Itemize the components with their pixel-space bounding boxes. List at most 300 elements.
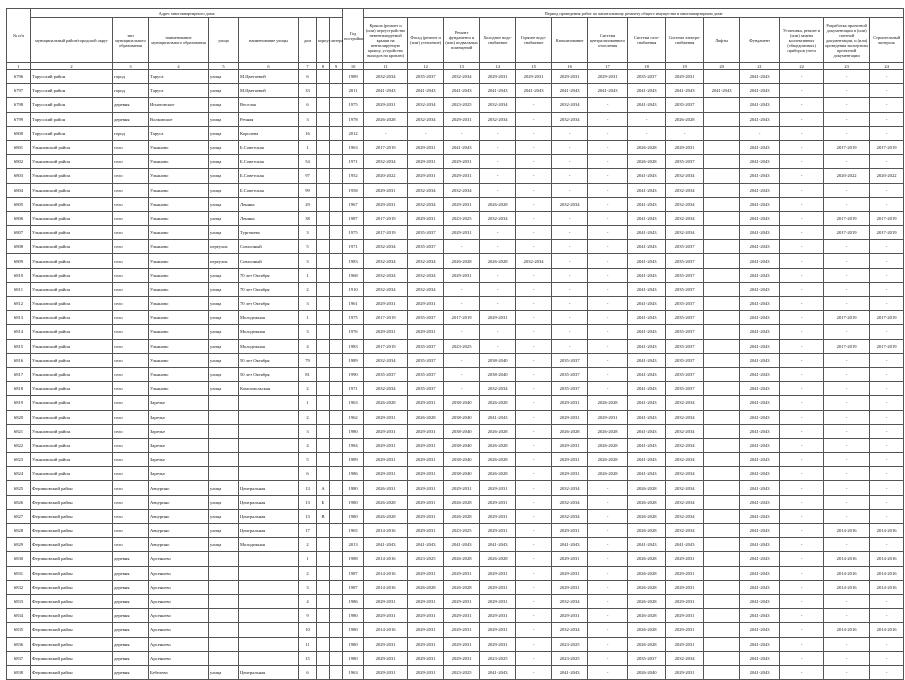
table-cell: 2029-2031 bbox=[364, 197, 408, 211]
table-cell: 2029-2031 bbox=[408, 665, 444, 679]
table-cell bbox=[209, 623, 239, 637]
table-cell: Заречье bbox=[149, 396, 209, 410]
table-cell: 2029-2031 bbox=[666, 552, 704, 566]
table-cell: село bbox=[113, 509, 149, 523]
table-cell: 6812 bbox=[7, 297, 31, 311]
header-foundation: Ремонт фундамента и (или) подвальных помещений bbox=[444, 18, 480, 63]
table-cell: 2035-2037 bbox=[666, 254, 704, 268]
table-cell: 2014-2016 bbox=[870, 552, 904, 566]
table-cell: - bbox=[588, 481, 628, 495]
table-cell: 2026-2028 bbox=[444, 580, 480, 594]
table-cell: - bbox=[516, 509, 552, 523]
table-cell bbox=[330, 552, 343, 566]
table-cell: 2041-2043 bbox=[740, 509, 780, 523]
header-elevators: Лифты bbox=[704, 18, 740, 63]
table-cell: 2032-2034 bbox=[666, 524, 704, 538]
table-cell bbox=[704, 155, 740, 169]
table-cell: - bbox=[870, 353, 904, 367]
table-cell: 2017-2019 bbox=[364, 140, 408, 154]
header-district: муниципальный район/городской округ bbox=[31, 18, 113, 63]
table-cell: - bbox=[552, 169, 588, 183]
table-cell bbox=[330, 495, 343, 509]
table-cell bbox=[317, 211, 330, 225]
table-cell: 2029-2031 bbox=[480, 566, 516, 580]
table-cell: - bbox=[588, 197, 628, 211]
table-cell: - bbox=[780, 438, 824, 452]
table-cell: - bbox=[516, 424, 552, 438]
table-cell: 2035-2037 bbox=[408, 226, 444, 240]
table-cell: - bbox=[552, 211, 588, 225]
table-cell: 1963 bbox=[343, 665, 364, 679]
table-cell: 2029-2031 bbox=[588, 410, 628, 424]
table-cell: 2035-2037 bbox=[552, 353, 588, 367]
header-house: дом bbox=[299, 18, 317, 63]
table-cell: 13 bbox=[299, 509, 317, 523]
table-cell: 2023-2025 bbox=[408, 552, 444, 566]
table-cell: А bbox=[317, 481, 330, 495]
table-cell bbox=[317, 169, 330, 183]
table-cell: 1976 bbox=[343, 325, 364, 339]
table-cell: - bbox=[824, 240, 870, 254]
table-cell bbox=[704, 609, 740, 623]
table-cell bbox=[317, 226, 330, 240]
table-cell: 2041-2043 bbox=[628, 453, 666, 467]
table-cell: 15 bbox=[299, 651, 317, 665]
table-cell: 1952 bbox=[343, 169, 364, 183]
table-cell: М.Цветаевой bbox=[239, 84, 299, 98]
table-cell bbox=[317, 367, 330, 381]
table-cell: улица bbox=[209, 495, 239, 509]
table-cell: 2041-2043 bbox=[740, 140, 780, 154]
table-cell: 1971 bbox=[343, 240, 364, 254]
table-cell: Ульяновский район bbox=[31, 169, 113, 183]
table-cell: улица bbox=[209, 665, 239, 679]
table-cell: - bbox=[444, 126, 480, 140]
table-cell bbox=[209, 424, 239, 438]
table-cell bbox=[704, 268, 740, 282]
table-cell: 2026-2031 bbox=[364, 481, 408, 495]
table-cell: 2035-2037 bbox=[666, 339, 704, 353]
table-cell: улица bbox=[209, 84, 239, 98]
table-cell: Ульяновский район bbox=[31, 197, 113, 211]
table-cell bbox=[330, 566, 343, 580]
table-cell bbox=[317, 325, 330, 339]
table-cell bbox=[317, 70, 330, 84]
table-cell: - bbox=[780, 623, 824, 637]
table-cell: 2032-2034 bbox=[480, 112, 516, 126]
table-cell: 2029-2031 bbox=[408, 438, 444, 452]
table-cell: 2029-2031 bbox=[408, 651, 444, 665]
table-cell: 2017-2019 bbox=[870, 226, 904, 240]
table-cell: 2041-2043 bbox=[628, 282, 666, 296]
table-cell: Королева bbox=[239, 126, 299, 140]
table-cell: 2041-2043 bbox=[444, 538, 480, 552]
table-cell: Молодежная bbox=[239, 325, 299, 339]
table-cell bbox=[317, 197, 330, 211]
table-cell: 2029-2031 bbox=[666, 566, 704, 580]
table-cell: 6838 bbox=[7, 665, 31, 679]
table-cell: село bbox=[113, 396, 149, 410]
table-cell: - bbox=[870, 438, 904, 452]
table-cell: село bbox=[113, 211, 149, 225]
table-cell bbox=[704, 424, 740, 438]
table-cell bbox=[330, 609, 343, 623]
table-cell: 2026-2028 bbox=[588, 396, 628, 410]
table-cell: - bbox=[516, 396, 552, 410]
table-cell: 2029-2031 bbox=[364, 183, 408, 197]
table-cell: - bbox=[780, 410, 824, 424]
table-cell: 2026-2028 bbox=[588, 453, 628, 467]
table-cell: 2032-2034 bbox=[552, 197, 588, 211]
table-cell: 2038-2040 bbox=[444, 396, 480, 410]
table-cell: улица bbox=[209, 481, 239, 495]
table-cell: 2023-2025 bbox=[444, 211, 480, 225]
table-cell bbox=[704, 509, 740, 523]
table-cell: 2029-2031 bbox=[408, 509, 444, 523]
table-cell: - bbox=[588, 637, 628, 651]
table-cell: 2029-2031 bbox=[364, 665, 408, 679]
table-cell: 6814 bbox=[7, 325, 31, 339]
table-cell: Ульяново bbox=[149, 339, 209, 353]
table-cell: 1971 bbox=[343, 382, 364, 396]
table-cell bbox=[317, 268, 330, 282]
table-cell: 2041-2043 bbox=[628, 197, 666, 211]
table-cell: 1975 bbox=[343, 98, 364, 112]
table-cell: 2041-2043 bbox=[628, 297, 666, 311]
table-cell: Арсеньево bbox=[149, 566, 209, 580]
table-cell bbox=[704, 552, 740, 566]
table-cell: село bbox=[113, 367, 149, 381]
table-cell: - bbox=[480, 126, 516, 140]
header-electric: Система электро-снабжения bbox=[666, 18, 704, 63]
table-cell: 79 bbox=[299, 353, 317, 367]
table-cell: - bbox=[870, 396, 904, 410]
table-cell: - bbox=[588, 325, 628, 339]
table-cell: 2041-2043 bbox=[480, 84, 516, 98]
table-cell: - bbox=[870, 70, 904, 84]
table-cell: 2032-2034 bbox=[666, 169, 704, 183]
table-cell: - bbox=[588, 126, 628, 140]
table-cell: 2014-2016 bbox=[364, 524, 408, 538]
table-cell: 2041-2043 bbox=[588, 84, 628, 98]
table-cell: 2017-2019 bbox=[824, 140, 870, 154]
table-cell: - bbox=[780, 112, 824, 126]
table-cell: - bbox=[824, 637, 870, 651]
table-cell: 2041-2043 bbox=[552, 84, 588, 98]
table-cell: - bbox=[444, 353, 480, 367]
table-cell: 2032-2034 bbox=[444, 183, 480, 197]
table-cell: деревня bbox=[113, 651, 149, 665]
table-cell: село bbox=[113, 297, 149, 311]
table-cell: - bbox=[552, 240, 588, 254]
table-cell: 2041-2043 bbox=[628, 240, 666, 254]
column-number: 18 bbox=[628, 63, 666, 70]
table-cell bbox=[330, 424, 343, 438]
table-cell: 2029-2031 bbox=[364, 637, 408, 651]
table-cell: - bbox=[516, 637, 552, 651]
header-period-group: Период проведения работ по капитальному ремонту общего имущества в многоквартирном доме bbox=[364, 9, 904, 18]
table-cell: 2041-2043 bbox=[740, 538, 780, 552]
table-cell: 2035-2037 bbox=[552, 367, 588, 381]
table-cell bbox=[317, 665, 330, 679]
table-cell: 2041-2043 bbox=[740, 651, 780, 665]
column-number: 14 bbox=[480, 63, 516, 70]
table-cell bbox=[317, 396, 330, 410]
table-cell: деревня bbox=[113, 637, 149, 651]
table-cell: 2041-2043 bbox=[628, 467, 666, 481]
table-cell bbox=[704, 197, 740, 211]
table-cell: 2014-2016 bbox=[870, 524, 904, 538]
table-cell: улица bbox=[209, 325, 239, 339]
table-cell bbox=[239, 623, 299, 637]
table-cell: - bbox=[408, 126, 444, 140]
table-cell: 2041-2043 bbox=[740, 552, 780, 566]
table-cell: Ленина bbox=[239, 197, 299, 211]
table-cell: - bbox=[870, 84, 904, 98]
table-cell bbox=[209, 396, 239, 410]
table-cell: 2035-2037 bbox=[666, 155, 704, 169]
table-cell: - bbox=[516, 155, 552, 169]
table-cell: деревня bbox=[113, 112, 149, 126]
table-cell bbox=[239, 410, 299, 424]
table-cell: 2026-2040 bbox=[628, 665, 666, 679]
table-cell: - bbox=[588, 353, 628, 367]
table-row bbox=[7, 637, 904, 651]
table-cell bbox=[330, 268, 343, 282]
table-cell: 6807 bbox=[7, 226, 31, 240]
table-cell: - bbox=[870, 254, 904, 268]
table-cell: - bbox=[588, 367, 628, 381]
table-cell: деревня bbox=[113, 594, 149, 608]
table-cell: 2032-2034 bbox=[552, 481, 588, 495]
table-row bbox=[7, 84, 904, 98]
table-cell: 2029-2031 bbox=[364, 410, 408, 424]
table-cell: - bbox=[444, 282, 480, 296]
table-row bbox=[7, 382, 904, 396]
table-cell: Тургенева bbox=[239, 226, 299, 240]
table-cell: 2026-2028 bbox=[628, 594, 666, 608]
table-cell bbox=[330, 197, 343, 211]
table-cell bbox=[317, 240, 330, 254]
table-cell: - bbox=[780, 353, 824, 367]
table-cell: - bbox=[870, 240, 904, 254]
table-cell: - bbox=[740, 126, 780, 140]
table-cell: 2041-2043 bbox=[740, 169, 780, 183]
table-cell: - bbox=[780, 297, 824, 311]
table-cell bbox=[330, 396, 343, 410]
table-cell: 2029-2031 bbox=[408, 424, 444, 438]
table-cell: 2029-2031 bbox=[480, 70, 516, 84]
table-cell: - bbox=[588, 268, 628, 282]
table-cell: 2029-2031 bbox=[480, 623, 516, 637]
table-cell: 2026-2028 bbox=[588, 424, 628, 438]
table-cell: 6 bbox=[299, 467, 317, 481]
table-cell: 2032-2034 bbox=[408, 254, 444, 268]
table-cell: - bbox=[824, 538, 870, 552]
table-row bbox=[7, 183, 904, 197]
table-cell: - bbox=[516, 467, 552, 481]
table-cell: 2023-2025 bbox=[444, 665, 480, 679]
table-row bbox=[7, 424, 904, 438]
table-row bbox=[7, 197, 904, 211]
table-cell bbox=[317, 155, 330, 169]
table-cell: 2032-2034 bbox=[666, 396, 704, 410]
table-cell: 2041-2043 bbox=[480, 538, 516, 552]
table-cell: 2026-2028 bbox=[628, 609, 666, 623]
table-cell bbox=[330, 126, 343, 140]
table-cell: 1987 bbox=[343, 566, 364, 580]
table-cell: 1983 bbox=[343, 339, 364, 353]
table-cell: 5 bbox=[299, 240, 317, 254]
table-cell: 2032-2034 bbox=[666, 509, 704, 523]
table-cell: 2026-2028 bbox=[364, 495, 408, 509]
table-row bbox=[7, 552, 904, 566]
table-cell: Ферзиковский район bbox=[31, 665, 113, 679]
table-cell: Ферзиковский район bbox=[31, 623, 113, 637]
table-cell bbox=[704, 651, 740, 665]
table-cell: - bbox=[480, 155, 516, 169]
header-project-doc: Разработка проектной документации в (или) сметной документации, и (или) проведения экспертизы проектной документации bbox=[824, 18, 870, 63]
table-cell bbox=[330, 211, 343, 225]
table-cell: 2013 bbox=[343, 538, 364, 552]
table-cell: 2041-2043 bbox=[480, 410, 516, 424]
table-cell: село bbox=[113, 424, 149, 438]
table-cell: 6826 bbox=[7, 495, 31, 509]
table-cell: 6819 bbox=[7, 396, 31, 410]
table-cell: 1 bbox=[299, 140, 317, 154]
table-cell: 1987 bbox=[343, 211, 364, 225]
table-cell: - bbox=[824, 424, 870, 438]
table-cell: 2041-2043 bbox=[628, 311, 666, 325]
table-cell: М.Цветаевой bbox=[239, 70, 299, 84]
table-cell: 2041-2043 bbox=[740, 367, 780, 381]
table-cell: 1963 bbox=[343, 140, 364, 154]
table-cell: - bbox=[870, 665, 904, 679]
table-cell: Авчурино bbox=[149, 509, 209, 523]
table-cell: Совхозный bbox=[239, 254, 299, 268]
table-cell: 2029-2031 bbox=[552, 410, 588, 424]
table-cell: 1975 bbox=[343, 311, 364, 325]
table-cell: - bbox=[588, 651, 628, 665]
table-cell: - bbox=[588, 339, 628, 353]
table-cell: 6837 bbox=[7, 651, 31, 665]
table-cell: город bbox=[113, 126, 149, 140]
table-cell bbox=[209, 438, 239, 452]
table-cell: село bbox=[113, 183, 149, 197]
table-cell: 6830 bbox=[7, 552, 31, 566]
table-cell: 2041-2043 bbox=[628, 396, 666, 410]
table-cell: Тарусский район bbox=[31, 112, 113, 126]
table-cell: - bbox=[588, 580, 628, 594]
table-cell: - bbox=[780, 240, 824, 254]
column-number: 2 bbox=[31, 63, 113, 70]
table-cell bbox=[239, 637, 299, 651]
table-cell: 54 bbox=[299, 155, 317, 169]
table-cell bbox=[330, 623, 343, 637]
table-cell: село bbox=[113, 240, 149, 254]
table-cell bbox=[330, 637, 343, 651]
table-cell: 2029-2031 bbox=[408, 623, 444, 637]
table-cell: 1988 bbox=[343, 552, 364, 566]
table-cell bbox=[239, 424, 299, 438]
table-cell: 3 bbox=[299, 580, 317, 594]
table-cell: 2041-2043 bbox=[740, 240, 780, 254]
table-cell: Ульяново bbox=[149, 226, 209, 240]
table-cell: 13 bbox=[299, 481, 317, 495]
table-cell: 1910 bbox=[343, 282, 364, 296]
table-cell: - bbox=[870, 112, 904, 126]
table-cell: 2032-2034 bbox=[364, 353, 408, 367]
table-cell bbox=[209, 651, 239, 665]
table-cell: 2029-2031 bbox=[444, 623, 480, 637]
table-cell bbox=[317, 297, 330, 311]
table-cell: 70 лет Октября bbox=[239, 297, 299, 311]
table-cell: 70 лет Октября bbox=[239, 282, 299, 296]
table-cell: 6798 bbox=[7, 98, 31, 112]
table-cell: - bbox=[588, 524, 628, 538]
table-row bbox=[7, 410, 904, 424]
table-cell: улица bbox=[209, 126, 239, 140]
table-cell: 2041-2043 bbox=[628, 211, 666, 225]
table-cell: 2041-2043 bbox=[480, 665, 516, 679]
table-cell: Ферзиковский район bbox=[31, 637, 113, 651]
table-cell: 2029-2031 bbox=[364, 453, 408, 467]
column-number: 23 bbox=[824, 63, 870, 70]
table-row bbox=[7, 509, 904, 523]
table-cell: 2029-2031 bbox=[480, 580, 516, 594]
table-cell: 5 bbox=[299, 453, 317, 467]
table-cell bbox=[330, 353, 343, 367]
table-cell: 2032-2034 bbox=[552, 495, 588, 509]
table-cell: 10 bbox=[299, 623, 317, 637]
table-cell: - bbox=[552, 339, 588, 353]
table-cell: 2023-2025 bbox=[480, 651, 516, 665]
table-cell: 6823 bbox=[7, 453, 31, 467]
table-cell: - bbox=[824, 353, 870, 367]
table-row bbox=[7, 524, 904, 538]
column-number: 15 bbox=[516, 63, 552, 70]
table-cell: - bbox=[870, 509, 904, 523]
table-cell: 2029-2031 bbox=[408, 609, 444, 623]
table-cell bbox=[209, 467, 239, 481]
table-cell: - bbox=[824, 126, 870, 140]
table-cell: 2041-2043 bbox=[740, 211, 780, 225]
table-cell: 2041-2043 bbox=[628, 226, 666, 240]
table-cell: - bbox=[516, 240, 552, 254]
table-cell: 2035-2037 bbox=[408, 382, 444, 396]
table-cell bbox=[704, 353, 740, 367]
table-cell: 50 лет Октября bbox=[239, 353, 299, 367]
table-cell: 2038-2040 bbox=[444, 438, 480, 452]
table-cell: 2041-2043 bbox=[364, 538, 408, 552]
table-cell: - bbox=[588, 297, 628, 311]
table-cell: 2041-2043 bbox=[628, 353, 666, 367]
table-cell: 2029-2031 bbox=[552, 609, 588, 623]
table-cell: 2032-2034 bbox=[480, 211, 516, 225]
table-row bbox=[7, 98, 904, 112]
table-cell: 2041-2043 bbox=[628, 538, 666, 552]
table-cell: 2041-2043 bbox=[628, 339, 666, 353]
table-cell: Б.Советская bbox=[239, 140, 299, 154]
table-row bbox=[7, 297, 904, 311]
table-cell: 6801 bbox=[7, 140, 31, 154]
table-cell: улица bbox=[209, 155, 239, 169]
table-cell bbox=[704, 240, 740, 254]
table-cell bbox=[330, 481, 343, 495]
table-cell bbox=[209, 594, 239, 608]
table-cell bbox=[317, 538, 330, 552]
table-row bbox=[7, 282, 904, 296]
